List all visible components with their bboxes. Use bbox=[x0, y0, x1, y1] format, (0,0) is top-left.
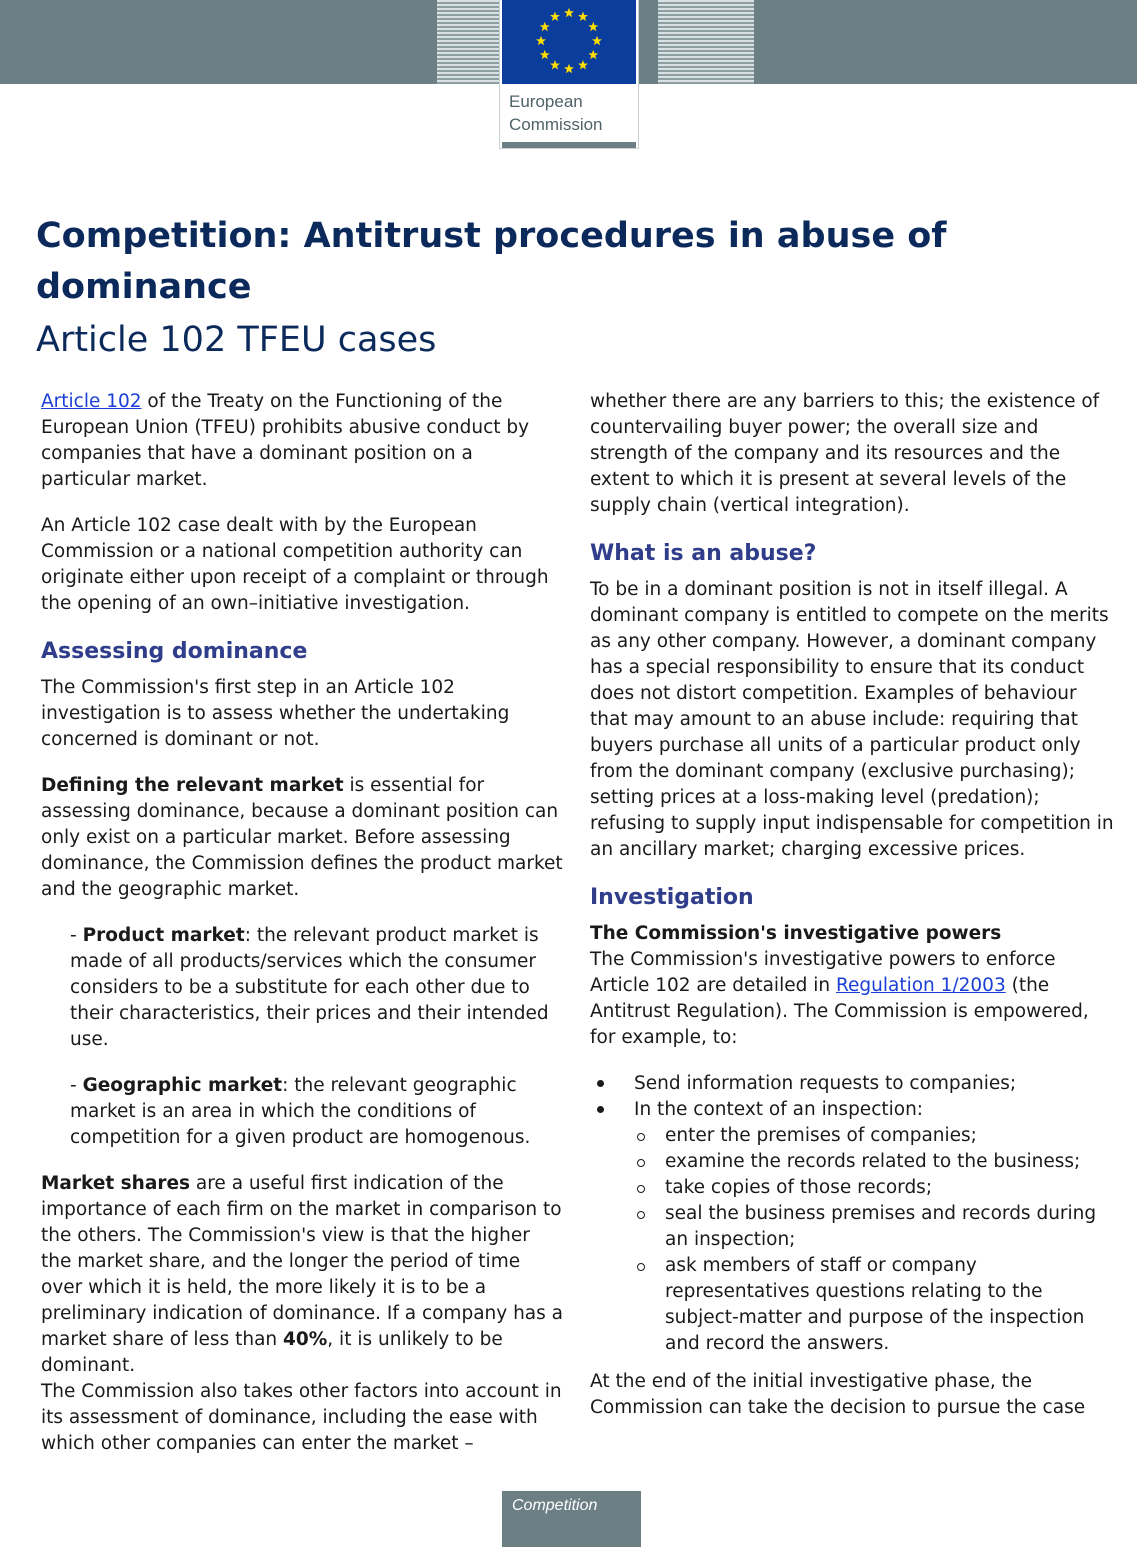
powers-paragraph bbox=[590, 947, 1115, 1051]
market-share-threshold: 40% bbox=[283, 1329, 328, 1350]
heading-investigative-powers: The Commission's investigative powers bbox=[590, 923, 1002, 944]
footer-tab-competition[interactable] bbox=[502, 1491, 641, 1547]
logo-line-1: European bbox=[509, 92, 583, 111]
page-subtitle: Article 102 TFEU cases bbox=[36, 320, 437, 360]
article-102-link[interactable]: Article 102 bbox=[41, 391, 142, 412]
eu-flag-icon bbox=[502, 0, 636, 84]
other-factors-paragraph: The Commission also takes other factors into account in its assessment of dominance, including the ease with which other companies can enter the market – bbox=[41, 1381, 562, 1454]
heading-investigation: Investigation bbox=[590, 885, 754, 910]
bullet-icon bbox=[597, 1106, 604, 1113]
market-shares-end: , it is unlikely to be dominant. bbox=[41, 1329, 503, 1376]
sub-list-item bbox=[634, 1201, 1115, 1253]
sub-list-item bbox=[634, 1123, 1115, 1149]
relevant-market-paragraph bbox=[41, 773, 566, 903]
logo-underline bbox=[502, 142, 636, 148]
end-of-phase-paragraph: At the end of the initial investigative phase, the Commission can take the decision to pursue the case bbox=[590, 1371, 1086, 1418]
sub-bullet-text: seal the business premises and records during an inspection; bbox=[665, 1203, 1097, 1250]
intro-text: of the Treaty on the Functioning of the European Union (TFEU) prohibits abusive conduct by companies that have a dominant position on a particular market. bbox=[41, 391, 530, 490]
circle-bullet-icon bbox=[637, 1133, 645, 1141]
bullet-text: In the context of an inspection: bbox=[634, 1099, 924, 1120]
right-column bbox=[590, 389, 1115, 1441]
regulation-link[interactable]: Regulation 1/2003 bbox=[835, 975, 1006, 996]
relevant-market-term: Defining the relevant market bbox=[41, 775, 344, 796]
sub-bullet-text: ask members of staff or company representatives questions relating to the subject-matter and purpose of the inspection and record the answers. bbox=[665, 1255, 1085, 1354]
heading-assessing-dominance: Assessing dominance bbox=[41, 639, 308, 664]
sub-bullet-text: enter the premises of companies; bbox=[665, 1125, 977, 1146]
list-item bbox=[590, 1071, 1115, 1097]
product-market-text: : the relevant product market is made of all products/services which the consumer considers to be a substitute for each other due to their characteristics, their prices and their intended use. bbox=[70, 925, 549, 1050]
bullet-icon bbox=[597, 1080, 604, 1087]
left-column bbox=[41, 389, 566, 1477]
sub-bullet-text: take copies of those records; bbox=[665, 1177, 933, 1198]
market-shares-term: Market shares bbox=[41, 1173, 191, 1194]
intro-paragraph bbox=[41, 389, 566, 493]
geographic-market-text: : the relevant geographic market is an area in which the conditions of competition for a given product are homogenous. bbox=[70, 1075, 531, 1148]
bullet-text: Send information requests to companies; bbox=[634, 1073, 1017, 1094]
product-market-term: Product market bbox=[82, 925, 245, 946]
geographic-market-term: Geographic market bbox=[82, 1075, 283, 1096]
page-title: Competition: Antitrust procedures in abuse of dominance bbox=[36, 216, 947, 307]
powers-text-b: (the Antitrust Regulation). The Commission is empowered, for example, to: bbox=[590, 975, 1089, 1048]
footer-tab-label: Competition bbox=[512, 1497, 598, 1514]
heading-what-is-abuse: What is an abuse? bbox=[590, 541, 817, 566]
sub-bullet-text: examine the records related to the business; bbox=[665, 1151, 1081, 1172]
case-origin-paragraph: An Article 102 case dealt with by the European Commission or a national competition authority can originate either upon receipt of a complaint or through the opening of an own–initiative investigation. bbox=[41, 515, 549, 614]
market-shares-text: are a useful first indication of the importance of each firm on the market in comparison to the others. The Commission's view is that the higher the market share, and the longer the period of time over which it is held, the more likely it is to be a preliminary indication of dominance. If a company has a market share of less than bbox=[41, 1173, 564, 1350]
list-item-product-market bbox=[70, 923, 566, 1053]
building-stripes-right bbox=[658, 0, 754, 84]
circle-bullet-icon bbox=[637, 1263, 645, 1271]
logo-line-2: Commission bbox=[509, 115, 603, 134]
circle-bullet-icon bbox=[637, 1159, 645, 1167]
circle-bullet-icon bbox=[637, 1211, 645, 1219]
ec-logo[interactable] bbox=[500, 0, 638, 148]
powers-text-a: The Commission's investigative powers to enforce Article 102 are detailed in bbox=[590, 949, 1056, 996]
abuse-paragraph: To be in a dominant position is not in itself illegal. A dominant company is entitled to compete on the merits as any other company. However, a dominant company has a special responsibility to ensure that its conduct does not distort competition. Examples of behaviour that may amount to an abuse include: requiring that buyers purchase all units of a particular product only from the dominant company (exclusive purchasing); setting prices at a loss-making level (predation); refusing to supply input indispensable for competition in an ancillary market; charging excessive prices. bbox=[590, 579, 1114, 860]
logo-text bbox=[509, 90, 634, 136]
list-item-geographic-market bbox=[70, 1073, 566, 1151]
barriers-paragraph: whether there are any barriers to this; the existence of countervailing buyer power; the overall size and strength of the company and its resources and the extent to which it is present at several levels of the supply chain (vertical integration). bbox=[590, 391, 1100, 516]
sub-list-item bbox=[634, 1149, 1115, 1175]
list-item bbox=[590, 1097, 1115, 1357]
powers-list bbox=[590, 1071, 1115, 1357]
inspection-sublist bbox=[634, 1123, 1115, 1357]
sub-list-item bbox=[634, 1175, 1115, 1201]
relevant-market-text: is essential for assessing dominance, because a dominant position can only exist on a particular market. Before assessing dominance, the Commission defines the product market and the geographic market. bbox=[41, 775, 563, 900]
dash-marker: - bbox=[70, 1075, 83, 1096]
circle-bullet-icon bbox=[637, 1185, 645, 1193]
market-shares-paragraph bbox=[41, 1171, 566, 1379]
sub-list-item bbox=[634, 1253, 1115, 1357]
first-step-paragraph: The Commission's first step in an Article 102 investigation is to assess whether the undertaking concerned is dominant or not. bbox=[41, 677, 510, 750]
dash-marker: - bbox=[70, 925, 83, 946]
market-definitions-list bbox=[41, 923, 566, 1151]
